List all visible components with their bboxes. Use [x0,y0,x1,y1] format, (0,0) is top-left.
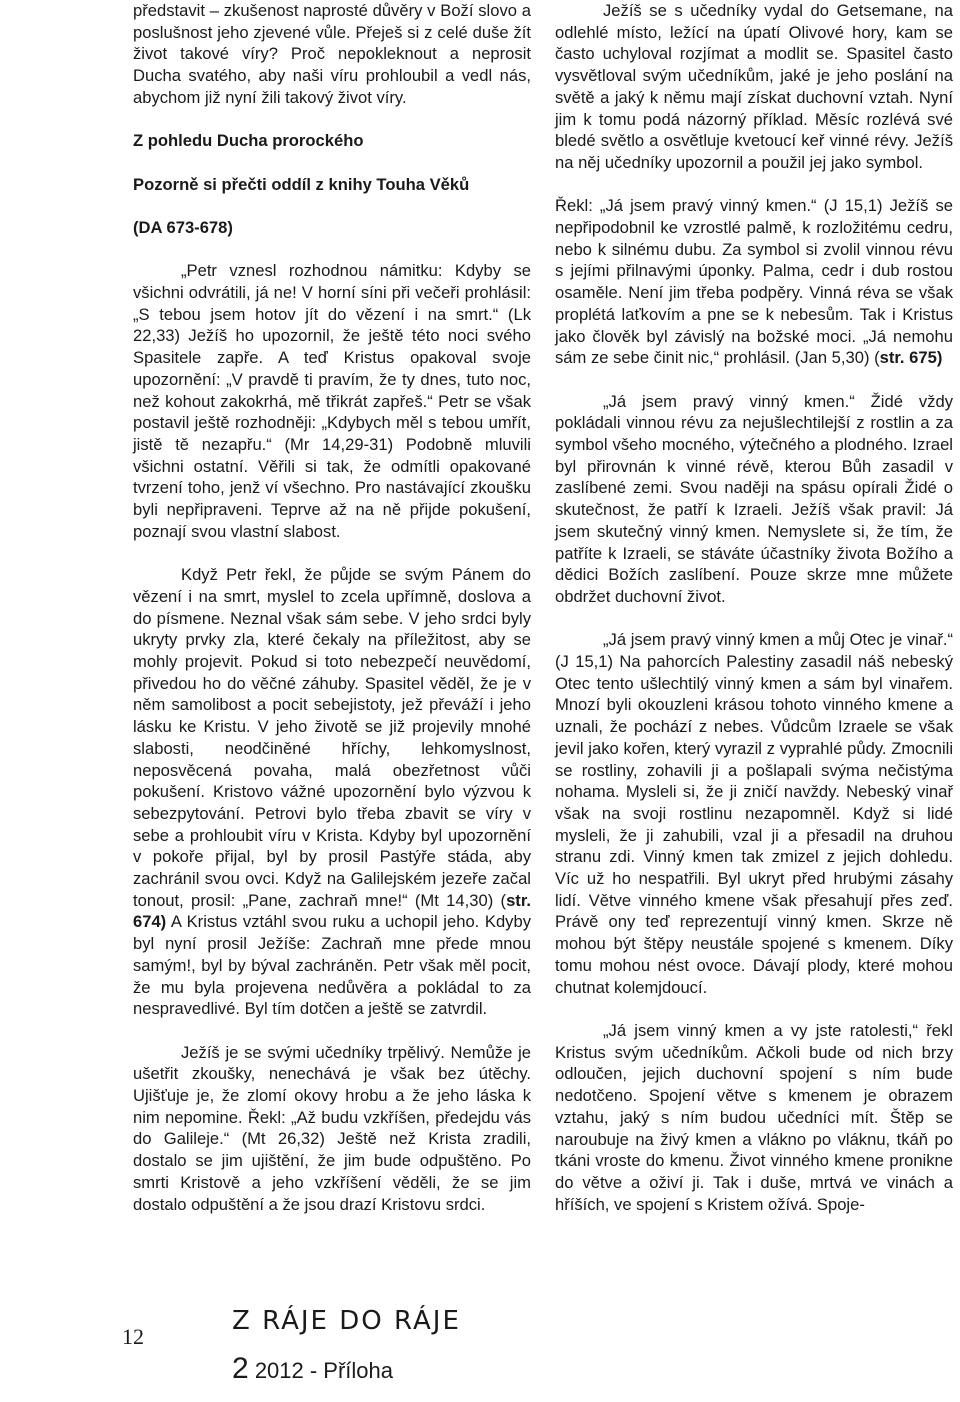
paragraph-peter-sincere: Když Petr řekl, že půjde se svým Pánem do vězení i na smrt, myslel to zcela upřímně, doslova a do písmene. Neznal však sám sebe. V jeho srdci byly ukryty prvky zla, které čekaly na příležitost, aby se mohly projevit. Pokud si toto nebezpečí neuvědomí, přivedou ho do věčné záhuby. Spasitel věděl, že je v něm samolibost a pocit sebejistoty, jež převáží i jeho lásku ke Kristu. V jeho životě se již projevily mnohé slabosti, neodčiněné hříchy, lehkomyslnost, neposvěcená povaha, malá obezřetnost vůči pokušení. Kristovo vážné upozornění bylo výzvou k sebezpytování. Petrovi bylo třeba zbavit se víry v sebe a prohloubit víru v Krista. Kdyby byl upozornění v pokoře přijal, byl by prosil Pastýře stáda, aby zachránil svou ovci. Když na Galilejském jezeře začal tonout, prosil: „Pane, zachraň mne!“ (Mt 14,30) (str. 674) A Kristus vztáhl svou ruku a uchopil jeho. Kdyby byl nyní prosil Ježíše: Zachraň mne přede mnou samým!, byl by býval zachráněn. Petr však měl pocit, že mu byla projevena nedůvěra a pokládal to za nespravedlivé. Byl tím dotčen a ještě se zatvrdil. [133,565,531,1019]
paragraph-father-vinedresser: „Já jsem pravý vinný kmen a můj Otec je vinař.“ (J 15,1) Na pahorcích Palestiny zasadil náš nebeský Otec tento ušlechtilý vinný kmen a sám byl vinařem. Mnozí byli okouzleni krásou tohoto vinného kmene a uznali, že pochází z nebes. Vůdcům Izraele se však jevil jako kořen, který vyrazil z vyprahlé půdy. Zmocnili se rostliny, zohavili ji a pošlapali svýma nečistýma nohama. Mysleli si, že ji zničí navždy. Nebeský vinař však na svoji rostlinu nezapomněl. Když si lidé mysleli, že ji zahubili, vzal ji a přesadil na druhou stranu zdi. Vinný kmen tak zmizel z jejich dohledu. Víc už ho nespatřili. Byl ukryt před hrubými zásahy lidí. Větve vinného kmene však přesahují přes zeď. Právě ony teď reprezentují vinný kmen. Skrze ně mohou být štěpy neustále spojené s kmenem. Díky tomu mohou nést ovoce. Dávají plody, které mohou chutnat kolemjdoucí. [555,630,953,997]
page-reference-675: str. 675) [879,348,943,368]
paragraph-israel-vine: „Já jsem pravý vinný kmen.“ Židé vždy pokládali vinnou révu za nejušlechtilejší z rostlin a za symbol všeho mocného, výtečného a plodného. Izrael byl přirovnán k vinné révě, kterou Bůh zasadil v zaslíbené zemi. Svou naději na spásu opírali Židé o skutečnost, že patří k Izraeli. Ježíš však pravil: Já jsem skutečný vinný kmen. Nemyslete si, že tím, že patříte k Izraeli, se stáváte účastníky života Božího a dědici Božích zaslíbení. Pouze skrze mne můžete obdržet duchovní život. [555,391,953,606]
paragraph-true-vine: Řekl: „Já jsem pravý vinný kmen.“ (J 15,1) Ježíš se nepřipodobnil ke vzrostlé palmě, k rozložitému cedru, nebo k silnému dubu. Za symbol si zvolil vinnou révu s jejími přilnavými úponky. Palma, cedr i dub rostou osaměle. Není jim třeba podpěry. Vinná réva se však proplétá laťkovím a pne se k nebesům. Tak i Kristus jako člověk byl závislý na božské moci. „Já nemohu sám ze sebe činit nic,“ prohlásil. (Jan 5,30) (str. 675) [555,196,953,368]
left-column [133,0,531,1215]
page-reference-674: str. 674) [133,890,531,932]
reading-instruction: Pozorně si přečti oddíl z knihy Touha Věků [133,174,470,194]
page-number: 12 [122,1324,144,1349]
paragraph-branches: „Já jsem vinný kmen a vy jste ratolesti,“ řekl Kristus svým učedníkům. Ačkoli bude od nich brzy odloučen, jejich duchovní spojení s ním bude nedotčeno. Spojení větve s kmenem je obrazem vztahu, jaký s ním budou učedníci mít. Štěp se naroubuje na živý kmen a vlákno po vláknu, tkáň po tkáni vroste do kmenu. Život vinného kmene pronikne do větve a oživí ji. Tak i duše, mrtvá ve vinách a hříších, ve spojení s Kristem ožívá. Spoje- [555,1020,953,1214]
reading-reference: (DA 673-678) [133,217,233,237]
paragraph-gethsemane: Ježíš se s učedníky vydal do Getsemane, na odlehlé místo, ležící na úpatí Olivové hory, kam se často uchyloval rozjímat a modlit se. Spasitel často vysvětloval svým učedníkům, jaké je jeho poslání na světě a jaký k němu mají získat duchovní vztah. Nyní jim k tomu podá názorný příklad. Měsíc rozlévá své bledé světlo a osvětluje kvetoucí keř vinné révy. Ježíš na něj učedníky upozornil a použil jej jako symbol. [555,1,953,172]
paragraph-peter-objection: „Petr vznesl rozhodnou námitku: Kdyby se všichni odvrátili, já ne! V horní síni při večeři prohlásil: „S tebou jsem hotov jít do vězení i na smrt.“ (Lk 22,33) Ježíš ho upozornil, že ještě této noci svého Spasitele zapře. A teď Kristus opakoval svoje upozornění: „V pravdě ti pravím, že ty dnes, tuto noc, než kohout zakokrhá, mě třikrát zapřeš.“ Petr se však postavil ještě rozhodněji: „Kdybych měl s tebou umřít, jistě tě nezapřu.“ (Mr 14,29-31) Podobně mluvili všichni ostatní. Věřili si tak, že odmítli opakované tvrzení toho, jenž ví všechno. Pro nastávající zkoušku byli nepřipraveni. Teprve až na ně přijde pokušení, poznají svou vlastní slabost. [133,261,531,541]
right-column [555,0,953,1215]
magazine-title: Z RÁJE DO RÁJE [232,1306,461,1336]
section-heading: Z pohledu Ducha prorockého [133,131,364,151]
paragraph-jesus-patient: Ježíš je se svými učedníky trpělivý. Nemůže je ušetřit zkoušky, nenechává je však bez útěchy. Ujišťuje je, že zlomí okovy hrobu a že jeho láska k nim nepomine. Řekl: „Až budu vzkříšen, předejdu vás do Galileje.“ (Mt 26,32) Ještě než Krista zradili, dostalo se jim ujištění, že jim bude odpuštěno. Po smrti Kristově a jeho vzkříšení věděli, že se jim dostalo odpuštění a že jsou drazí Kristovu srdci. [133,1042,531,1214]
issue-year-supplement: 2012 - Příloha [254,1358,394,1383]
issue-line [232,1352,393,1386]
issue-number: 2 [232,1352,249,1385]
paragraph-intro: představit – zkušenost naprosté důvěry v Boží slovo a poslušnost jeho zjevené vůle. Přeješ si z celé duše žít život takové víry? Proč nepokleknout a neprosit Ducha svatého, aby naši víru prohloubil a vedl nás, abychom již nyní žili takový život víry. [133,1,531,107]
